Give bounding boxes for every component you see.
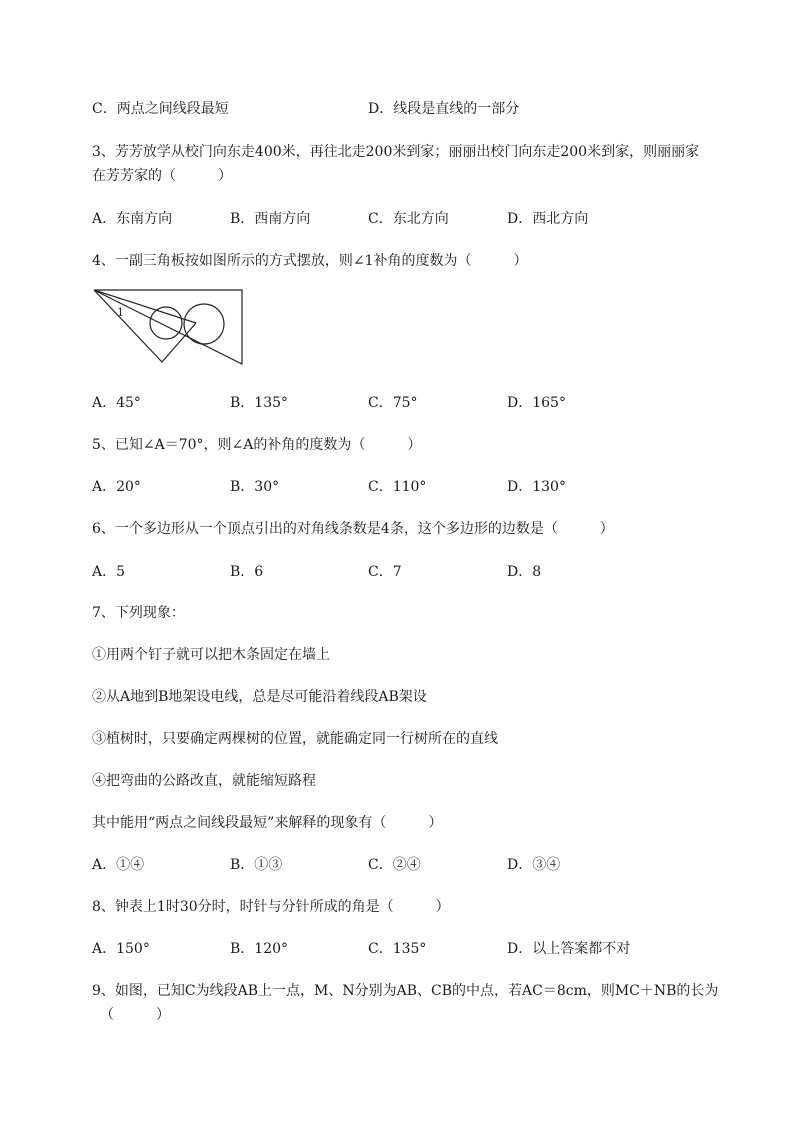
q2-option-d: D．线段是直线的一部分 [368, 101, 520, 117]
q6-option-a: A．5 [92, 564, 126, 580]
q5-option-a: A．20° [92, 479, 141, 495]
q2-option-c: C．两点之间线段最短 [92, 101, 229, 117]
q7-option-c: C．②④ [368, 857, 421, 873]
q7-question: 其中能用“两点之间线段最短”来解释的现象有（ ） [92, 815, 443, 831]
angle-1-label: 1 [117, 306, 124, 319]
q3-stem-line1: 3、芳芳放学从校门向东走400米，再往北走200米到家；丽丽出校门向东走200米到家，则丽丽家 [92, 144, 700, 160]
q6-option-b: B．6 [230, 564, 264, 580]
q7-item-1: ①用两个钉子就可以把木条固定在墙上 [92, 647, 330, 663]
circle-right [184, 304, 224, 344]
q8-stem: 8、钟表上1时30分时，时针与分针所成的角是（ ） [92, 899, 450, 915]
q6-option-c: C．7 [368, 564, 402, 580]
q4-option-c: C．75° [368, 395, 418, 411]
q4-option-a: A．45° [92, 395, 141, 411]
q4-stem: 4、一副三角板按如图所示的方式摆放，则∠1补角的度数为（ ） [92, 253, 528, 269]
q3-option-b: B．西南方向 [230, 211, 311, 227]
q6-option-d: D．8 [507, 564, 542, 580]
circle-left [150, 307, 182, 339]
q3-option-c: C．东北方向 [368, 211, 449, 227]
q7-option-b: B．①③ [230, 857, 283, 873]
q3-stem-line2: 在芳芳家的（ ） [92, 168, 232, 184]
q7-item-3: ③植树时，只要确定两棵树的位置，就能确定同一行树所在的直线 [92, 731, 498, 747]
q8-option-a: A．150° [92, 941, 150, 957]
q8-option-c: C．135° [368, 941, 427, 957]
q9-stem-line1: 9、如图，已知C为线段AB上一点，M、N分别为AB、CB的中点，若AC＝8cm，则MC＋NB的长为 [92, 983, 719, 999]
q4-triangle-figure [92, 286, 252, 368]
q8-option-d: D．以上答案都不对 [507, 941, 631, 957]
right-triangle-large [94, 290, 242, 364]
q4-option-b: B．135° [230, 395, 289, 411]
right-triangle-small [94, 290, 196, 362]
q4-option-d: D．165° [507, 395, 566, 411]
q5-option-c: C．110° [368, 479, 427, 495]
q9-stem-line2: （ ） [100, 1007, 170, 1023]
q6-stem: 6、一个多边形从一个顶点引出的对角线条数是4条，这个多边形的边数是（ ） [92, 521, 614, 537]
q7-option-a: A．①④ [92, 857, 145, 873]
q8-option-b: B．120° [230, 941, 289, 957]
q7-item-2: ②从A地到B地架设电线，总是尽可能沿着线段AB架设 [92, 689, 427, 705]
q5-option-b: B．30° [230, 479, 280, 495]
q3-option-a: A．东南方向 [92, 211, 173, 227]
q7-option-d: D．③④ [507, 857, 561, 873]
q3-option-d: D．西北方向 [507, 211, 589, 227]
q7-stem: 7、下列现象： [92, 605, 185, 621]
q5-stem: 5、已知∠A＝70°，则∠A的补角的度数为（ ） [92, 437, 422, 453]
q7-item-4: ④把弯曲的公路改直，就能缩短路程 [92, 773, 316, 789]
q5-option-d: D．130° [507, 479, 566, 495]
